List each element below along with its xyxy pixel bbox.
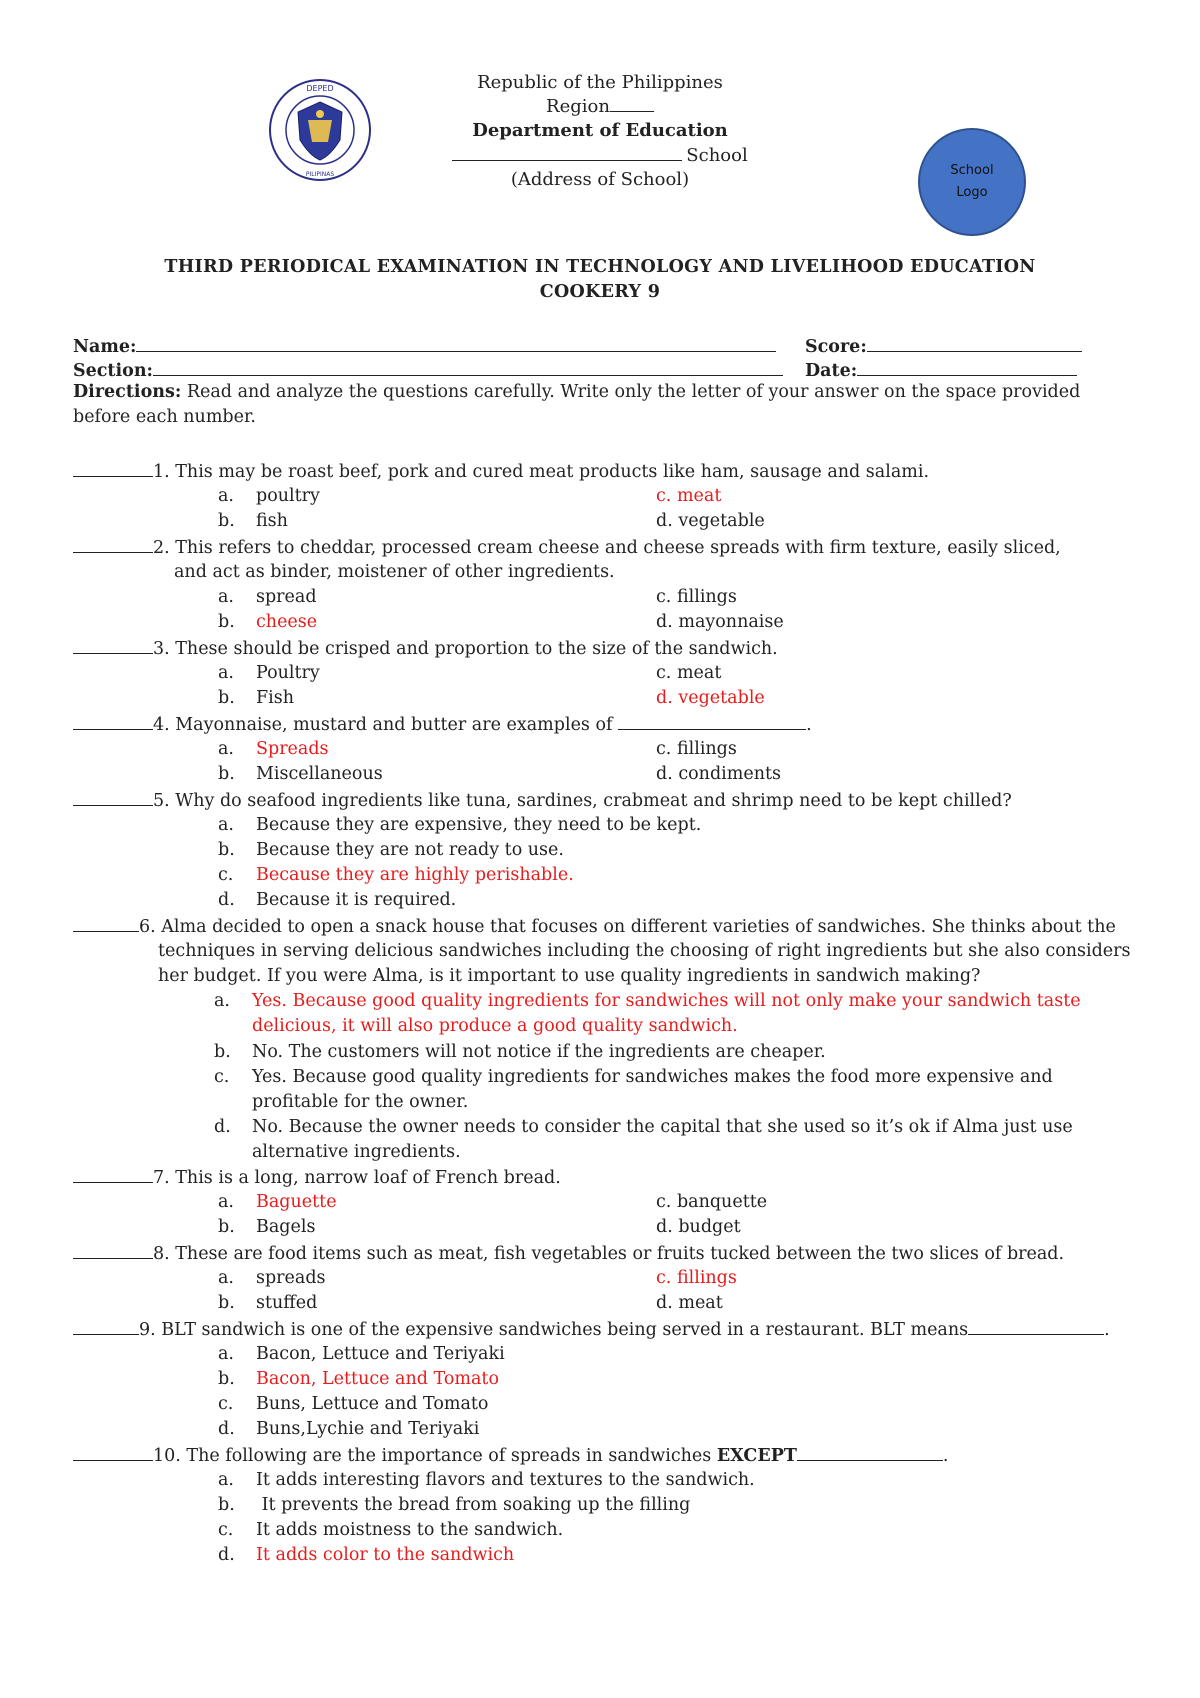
region-label: Region: [546, 96, 610, 117]
fill-in-blank: [797, 1443, 943, 1461]
option-text: Fish: [256, 688, 294, 708]
option-1d: [656, 509, 765, 534]
stem-end: .: [942, 1446, 949, 1466]
option-4b: [218, 762, 383, 787]
section-label: Section:: [73, 361, 154, 381]
option-text: stuffed: [256, 1293, 318, 1313]
option-text: cheese: [256, 612, 318, 632]
option-text: banquette: [676, 1192, 768, 1212]
option-text: spread: [256, 587, 317, 607]
region-blank[interactable]: [610, 97, 654, 112]
question-stem: 5. Why do seafood ingredients like tuna, sardines, crabmeat and shrimp need to be kept chilled?: [153, 791, 1012, 811]
option-letter: c.: [656, 1268, 672, 1288]
question-stem: 8. These are food items such as meat, fish vegetables or fruits tucked between the two slices of bread.: [153, 1244, 1065, 1264]
question-6-cont2: her budget. If you were Alma, is it important to use quality ingredients in sandwich making?: [158, 966, 981, 986]
fill-in-blank: [618, 712, 806, 730]
answer-blank-4[interactable]: [73, 712, 153, 730]
option-letter: a.: [218, 486, 234, 506]
option-4c: [656, 737, 737, 762]
answer-blank-1[interactable]: [73, 459, 153, 477]
question-3: [73, 636, 778, 662]
svg-text:PILIPINAS: PILIPINAS: [305, 171, 335, 178]
exam-subject: COOKERY 9: [539, 282, 661, 302]
option-text: Poultry: [256, 663, 320, 683]
option-text: It adds moistness to the sandwich.: [256, 1520, 564, 1540]
stem-emphasis: EXCEPT: [716, 1446, 797, 1466]
question-8: [73, 1241, 1064, 1267]
option-9c: [218, 1392, 488, 1417]
option-text: poultry: [256, 486, 320, 506]
option-3c: [656, 661, 721, 686]
option-6b: [214, 1040, 826, 1065]
question-5: [73, 788, 1012, 814]
option-letter: d.: [656, 511, 673, 531]
option-text: vegetable: [678, 511, 765, 531]
section-field: [73, 358, 783, 381]
option-5b: [218, 838, 564, 863]
option-8c: [656, 1266, 737, 1291]
option-letter: c.: [656, 486, 672, 506]
option-letter: a.: [218, 587, 234, 607]
option-2a: [218, 585, 317, 610]
option-text: Bacon, Lettuce and Teriyaki: [256, 1344, 505, 1364]
option-text: mayonnaise: [678, 612, 784, 632]
option-letter: d.: [218, 1419, 235, 1439]
option-text: Spreads: [256, 739, 329, 759]
question-stem: 1. This may be roast beef, pork and cured meat products like ham, sausage and salami.: [153, 462, 930, 482]
answer-blank-9[interactable]: [73, 1317, 139, 1335]
answer-blank-6[interactable]: [73, 914, 139, 932]
school-logo-line2: Logo: [956, 185, 988, 200]
option-letter: c.: [214, 1067, 230, 1087]
option-text: Baguette: [256, 1192, 337, 1212]
option-9a: [218, 1342, 505, 1367]
option-1c: [656, 484, 721, 509]
option-letter: d.: [214, 1117, 231, 1137]
answer-blank-2[interactable]: [73, 535, 153, 553]
option-1a: [218, 484, 320, 509]
school-label: School: [686, 145, 748, 166]
option-letter: a.: [214, 991, 230, 1011]
question-10: [73, 1443, 948, 1469]
exam-title: THIRD PERIODICAL EXAMINATION IN TECHNOLOGY AND LIVELIHOOD EDUCATION: [164, 257, 1036, 277]
section-input-line[interactable]: [153, 358, 783, 376]
score-input-line[interactable]: [867, 334, 1082, 352]
option-6d-cont: alternative ingredients.: [252, 1142, 461, 1162]
score-label: Score:: [805, 337, 867, 357]
option-letter: a.: [218, 1192, 234, 1212]
svg-text:DEPED: DEPED: [306, 84, 334, 93]
address-line: (Address of School): [510, 169, 690, 190]
question-stem: 3. These should be crisped and proportion to the size of the sandwich.: [153, 639, 778, 659]
option-letter: b.: [214, 1042, 231, 1062]
option-2d: [656, 610, 784, 635]
option-letter: a.: [218, 739, 234, 759]
question-6: [73, 914, 1116, 940]
option-text: fillings: [676, 1268, 737, 1288]
region-line: [350, 94, 850, 119]
option-3b: [218, 686, 294, 711]
option-text: It adds interesting flavors and textures to the sandwich.: [256, 1470, 755, 1490]
option-letter: b.: [218, 1293, 235, 1313]
name-field: [73, 334, 776, 357]
option-letter: c.: [218, 1394, 234, 1414]
answer-blank-3[interactable]: [73, 636, 153, 654]
question-stem: 7. This is a long, narrow loaf of French bread.: [153, 1168, 561, 1188]
option-letter: d.: [218, 890, 235, 910]
option-8d: [656, 1291, 723, 1316]
option-letter: d.: [218, 1545, 235, 1565]
question-stem: 4. Mayonnaise, mustard and butter are examples of: [153, 715, 613, 735]
question-stem: 2. This refers to cheddar, processed cream cheese and cheese spreads with firm texture, easily sliced,: [153, 538, 1061, 558]
option-letter: d.: [656, 1217, 673, 1237]
option-4a: [218, 737, 329, 762]
option-text: Because they are highly perishable.: [256, 865, 574, 885]
option-3a: [218, 661, 320, 686]
option-letter: d.: [656, 764, 673, 784]
option-letter: a.: [218, 1470, 234, 1490]
option-text: Bacon, Lettuce and Tomato: [256, 1369, 499, 1389]
option-letter: d.: [656, 612, 673, 632]
option-letter: a.: [218, 815, 234, 835]
option-letter: c.: [656, 1192, 672, 1212]
option-text: fish: [256, 511, 288, 531]
option-6a-cont: delicious, it will also produce a good quality sandwich.: [252, 1016, 738, 1036]
option-text: Bagels: [256, 1217, 316, 1237]
school-logo: [918, 128, 1026, 236]
option-text: meat: [678, 1293, 723, 1313]
directions-text: Read and analyze the questions carefully. Write only the letter of your answer on the space provided before each number.: [73, 382, 1081, 427]
option-letter: c.: [656, 663, 672, 683]
stem-end: .: [1104, 1320, 1110, 1340]
option-text: Miscellaneous: [256, 764, 383, 784]
school-line: [350, 143, 850, 168]
answer-blank-8[interactable]: [73, 1241, 153, 1259]
school-name-blank[interactable]: [452, 144, 682, 161]
option-letter: b.: [218, 1217, 235, 1237]
option-text: fillings: [676, 739, 737, 759]
option-9d: [218, 1417, 479, 1442]
question-stem: 6. Alma decided to open a snack house that focuses on different varieties of sandwiches. She thinks about the: [139, 917, 1116, 937]
question-stem: 10. The following are the importance of spreads in sandwiches: [153, 1446, 717, 1466]
option-text: meat: [676, 663, 722, 683]
option-text: Yes. Because good quality ingredients for sandwiches makes the food more expensive and: [252, 1067, 1053, 1087]
date-input-line[interactable]: [857, 358, 1077, 376]
question-2-cont: and act as binder, moistener of other ingredients.: [174, 562, 615, 582]
question-stem: 9. BLT sandwich is one of the expensive sandwiches being served in a restaurant. BLT means: [139, 1320, 969, 1340]
republic-line: Republic of the Philippines: [477, 72, 723, 93]
answer-blank-10[interactable]: [73, 1443, 153, 1461]
directions-label: Directions:: [73, 382, 182, 402]
option-text: Because it is required.: [256, 890, 457, 910]
option-text: vegetable: [678, 688, 765, 708]
option-text: Because they are not ready to use.: [256, 840, 564, 860]
option-text: Yes. Because good quality ingredients for sandwiches will not only make your sandwich taste: [252, 991, 1081, 1011]
stem-end: .: [806, 715, 812, 735]
question-1: [73, 459, 929, 485]
question-7: [73, 1165, 561, 1191]
option-letter: b.: [218, 612, 235, 632]
option-letter: b.: [218, 764, 235, 784]
option-7a: [218, 1190, 337, 1215]
option-text: No. The customers will not notice if the ingredients are cheaper.: [252, 1042, 826, 1062]
option-letter: b.: [218, 688, 235, 708]
option-letter: a.: [218, 1344, 234, 1364]
option-letter: c.: [656, 587, 672, 607]
option-text: No. Because the owner needs to consider the capital that she used so it’s ok if Alma just use: [252, 1117, 1073, 1137]
option-10a: [218, 1468, 755, 1493]
option-letter: c.: [656, 739, 672, 759]
option-1b: [218, 509, 288, 534]
option-10b: [218, 1493, 690, 1518]
option-3d: [656, 686, 765, 711]
option-9b: [218, 1367, 499, 1392]
directions: [73, 380, 1093, 430]
answer-blank-5[interactable]: [73, 788, 153, 806]
question-6-cont: techniques in serving delicious sandwiches including the choosing of right ingredients but she also considers: [158, 941, 1131, 961]
option-text: It prevents the bread from soaking up the filling: [256, 1495, 691, 1515]
department-line: Department of Education: [472, 120, 728, 141]
option-letter: b.: [218, 1495, 235, 1515]
question-2: [73, 535, 1061, 561]
option-letter: d.: [656, 1293, 673, 1313]
option-7b: [218, 1215, 315, 1240]
option-7c: [656, 1190, 767, 1215]
fill-in-blank: [968, 1317, 1104, 1335]
date-field: [805, 358, 1077, 381]
option-6c-cont: profitable for the owner.: [252, 1092, 469, 1112]
option-text: Buns,Lychie and Teriyaki: [256, 1419, 480, 1439]
option-2b: [218, 610, 317, 635]
option-text: fillings: [676, 587, 737, 607]
option-letter: b.: [218, 840, 235, 860]
option-text: condiments: [678, 764, 781, 784]
option-text: It adds color to the sandwich: [256, 1545, 515, 1565]
letterhead: [0, 70, 1200, 220]
option-letter: d.: [656, 688, 673, 708]
option-text: Because they are expensive, they need to be kept.: [256, 815, 702, 835]
option-5d: [218, 888, 456, 913]
option-4d: [656, 762, 781, 787]
option-2c: [656, 585, 737, 610]
question-9: [73, 1317, 1110, 1343]
option-8a: [218, 1266, 326, 1291]
option-letter: a.: [218, 663, 234, 683]
score-field: [805, 334, 1082, 357]
option-letter: b.: [218, 511, 235, 531]
option-7d: [656, 1215, 741, 1240]
option-5c: [218, 863, 574, 888]
option-10c: [218, 1518, 563, 1543]
name-input-line[interactable]: [136, 334, 776, 352]
option-6d: [214, 1115, 1073, 1140]
option-letter: c.: [218, 865, 234, 885]
option-6a: [214, 989, 1081, 1014]
option-8b: [218, 1291, 317, 1316]
date-label: Date:: [805, 361, 858, 381]
option-text: spreads: [256, 1268, 326, 1288]
option-5a: [218, 813, 701, 838]
question-4: [73, 712, 812, 738]
option-letter: b.: [218, 1369, 235, 1389]
option-6c: [214, 1065, 1053, 1090]
option-letter: c.: [218, 1520, 234, 1540]
answer-blank-7[interactable]: [73, 1165, 153, 1183]
school-logo-line1: School: [950, 163, 994, 178]
name-label: Name:: [73, 337, 137, 357]
option-text: Buns, Lettuce and Tomato: [256, 1394, 489, 1414]
option-text: budget: [678, 1217, 741, 1237]
option-text: meat: [676, 486, 722, 506]
option-10d: [218, 1543, 514, 1568]
option-letter: a.: [218, 1268, 234, 1288]
